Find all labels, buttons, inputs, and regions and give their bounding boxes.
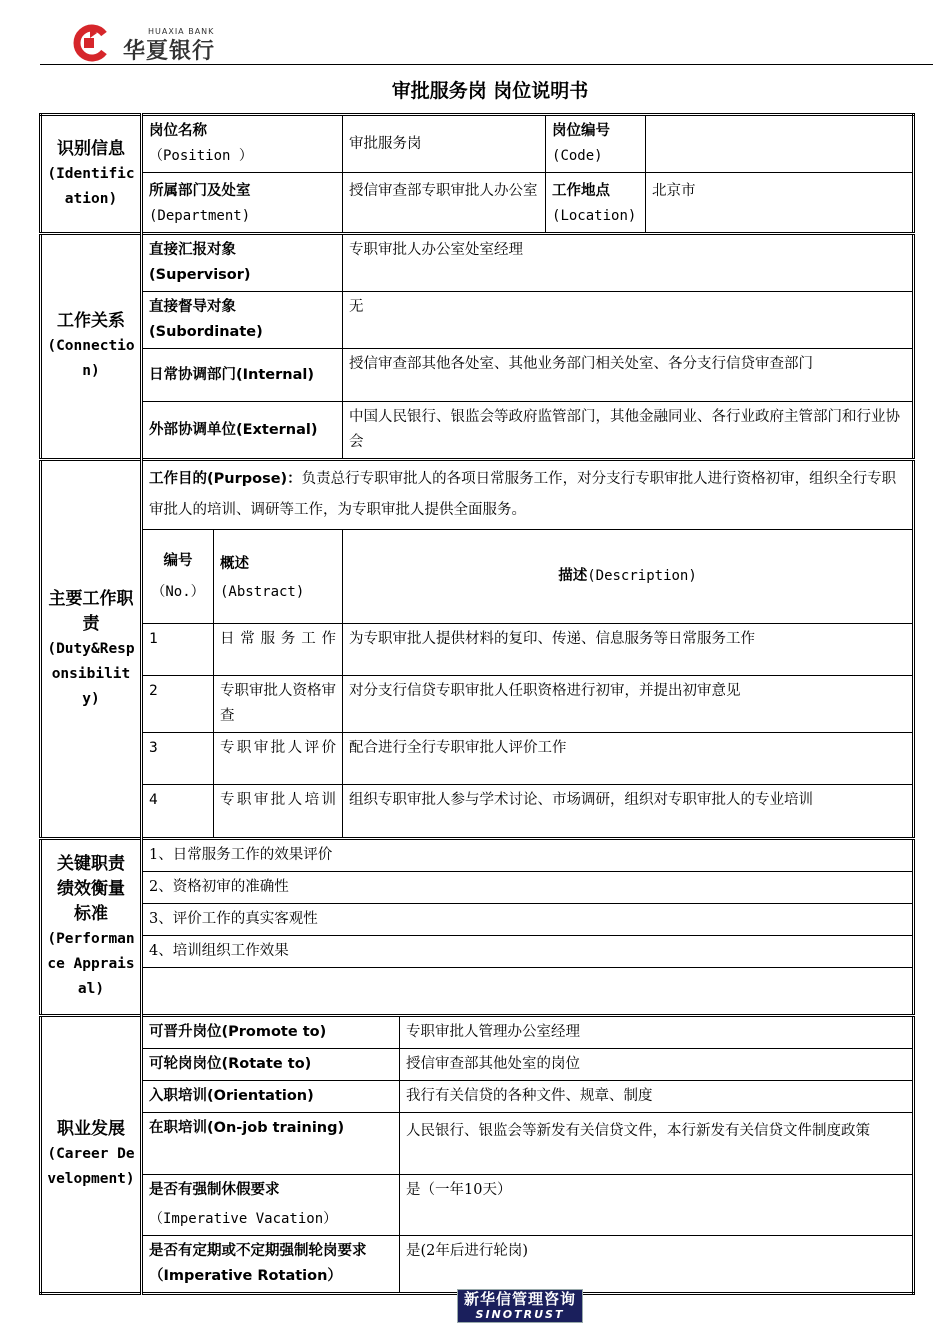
- supervisor-value: 专职审批人办公室处室经理: [343, 234, 914, 292]
- orientation-label: 入职培训(Orientation): [142, 1081, 400, 1113]
- duty-row: [41, 733, 914, 785]
- duty-abstract: [214, 785, 343, 839]
- vacation-label: 是否有强制休假要求: [149, 1182, 280, 1198]
- onjob-label: 在职培训(On-job training): [142, 1113, 400, 1175]
- appraisal-item: 4、培训组织工作效果: [142, 936, 914, 968]
- rotate-label: 可轮岗岗位(Rotate to): [142, 1049, 400, 1081]
- promote-value: 专职审批人管理办公室经理: [400, 1016, 914, 1049]
- section-title-en: (Duty&Responsibility): [47, 640, 135, 707]
- location-en: (Location): [552, 208, 637, 224]
- section-title-zh: 主要工作职责: [48, 588, 134, 634]
- col-desc-zh: 描述: [558, 568, 588, 584]
- subordinate-label: 直接督导对象(Subordinate): [142, 292, 343, 349]
- section-connection: [41, 234, 142, 460]
- page-title: 审批服务岗 岗位说明书: [391, 80, 589, 102]
- duty-abstract-text: 专职审批人资格审查: [220, 683, 337, 724]
- section-appraisal: [41, 839, 142, 1016]
- duty-row: [41, 676, 914, 733]
- appraisal-item: 3、评价工作的真实客观性: [142, 904, 914, 936]
- supervisor-label: 直接汇报对象(Supervisor): [142, 234, 343, 292]
- duty-no: 1: [142, 624, 214, 676]
- header-divider: [40, 64, 933, 65]
- duty-abstract-text: 专职审批人培训: [220, 792, 337, 808]
- section-title-zh: 关键职责绩效衡量标准: [57, 854, 125, 924]
- location-value: 北京市: [646, 173, 914, 234]
- duty-abstract: [214, 733, 343, 785]
- external-value: 中国人民银行、银监会等政府监管部门，其他金融同业、各行业政府主管部门和行业协会: [343, 402, 914, 460]
- section-title-zh: 识别信息: [57, 138, 125, 159]
- rotate-value: 授信审查部其他处室的岗位: [400, 1049, 914, 1081]
- purpose-text: 负责总行专职审批人的各项日常服务工作，对分支行专职审批人进行资格初审，组织全行专职审批人的培训、调研等工作，为专职审批人提供全面服务。: [149, 471, 897, 518]
- duty-desc: 对分支行信贷专职审批人任职资格进行初审，并提出初审意见: [343, 676, 914, 733]
- duty-desc: 为专职审批人提供材料的复印、传递、信息服务等日常服务工作: [343, 624, 914, 676]
- purpose-cell: [142, 460, 914, 530]
- consulting-logo: [457, 1289, 583, 1323]
- consulting-name-cn: 新华信管理咨询: [463, 1290, 576, 1308]
- appraisal-item: 2、资格初审的准确性: [142, 872, 914, 904]
- consulting-name-en: SINOTRUST: [475, 1308, 565, 1321]
- position-name-en: （Position ）: [149, 148, 253, 164]
- duty-desc: 配合进行全行专职审批人评价工作: [343, 733, 914, 785]
- col-abstract-en: (Abstract): [220, 583, 305, 600]
- position-name-label: 岗位名称: [149, 123, 207, 139]
- subordinate-value: 无: [343, 292, 914, 349]
- section-duty: [41, 460, 142, 839]
- col-abstract-header: [214, 530, 343, 624]
- orientation-value: 我行有关信贷的各种文件、规章、制度: [400, 1081, 914, 1113]
- code-label-cell: [546, 115, 646, 173]
- section-identification: [41, 115, 142, 234]
- duty-row: [41, 785, 914, 839]
- vacation-label-en: （Imperative Vacation）: [149, 1211, 338, 1227]
- huaxia-logo-icon: [70, 24, 112, 62]
- position-name-label-cell: [142, 115, 343, 173]
- job-description-table: [39, 113, 915, 1295]
- rotation-label: 是否有定期或不定期强制轮岗要求（Imperative Rotation）: [142, 1236, 400, 1294]
- code-en: (Code): [552, 148, 603, 164]
- section-title-en: (Career Development): [47, 1146, 135, 1187]
- vacation-value: 是（一年10天）: [400, 1175, 914, 1236]
- appraisal-item: 1、日常服务工作的效果评价: [142, 839, 914, 872]
- section-title-en: (Connection): [47, 338, 135, 379]
- section-title-zh: 职业发展: [57, 1119, 125, 1139]
- rotation-value: 是(2年后进行轮岗): [400, 1236, 914, 1294]
- vacation-label-cell: [142, 1175, 400, 1236]
- purpose-label: 工作目的(Purpose)：: [149, 471, 302, 487]
- department-value: 授信审查部专职审批人办公室: [343, 173, 546, 234]
- appraisal-item: [142, 968, 914, 1016]
- duty-no: 3: [142, 733, 214, 785]
- code-label: 岗位编号: [552, 123, 611, 139]
- external-label: 外部协调单位(External): [142, 402, 343, 460]
- col-no-zh: 编号: [163, 552, 193, 569]
- duty-row: [41, 624, 914, 676]
- section-career: [41, 1016, 142, 1294]
- department-label-cell: [142, 173, 343, 234]
- duty-abstract: [214, 624, 343, 676]
- internal-value: 授信审查部其他各处室、其他业务部门相关处室、各分支行信贷审查部门: [343, 349, 914, 402]
- duty-abstract: [214, 676, 343, 733]
- col-desc-header: [343, 530, 914, 624]
- bank-name-cn: 华夏银行: [123, 39, 216, 64]
- internal-label: 日常协调部门(Internal): [142, 349, 343, 402]
- location-label: 工作地点: [552, 183, 611, 199]
- location-label-cell: [546, 173, 646, 234]
- section-title-en: (Identification): [47, 165, 135, 207]
- duty-no: 2: [142, 676, 214, 733]
- col-abstract-zh: 概述: [220, 555, 249, 572]
- col-no-en: （No.）: [151, 583, 205, 600]
- duty-no: 4: [142, 785, 214, 839]
- bank-name-en: HUAXIA BANK: [148, 27, 215, 36]
- department-en: (Department): [149, 208, 251, 224]
- section-title-zh: 工作关系: [57, 311, 125, 331]
- duty-desc: 组织专职审批人参与学术讨论、市场调研，组织对专职审批人的专业培训: [343, 785, 914, 839]
- duty-abstract-text: 日常服务工作: [220, 631, 337, 647]
- duty-abstract-text: 专职审批人评价: [220, 740, 337, 756]
- position-name-value: 审批服务岗: [343, 115, 546, 173]
- col-desc-en: (Description): [587, 568, 697, 584]
- promote-label: 可晋升岗位(Promote to): [142, 1016, 400, 1049]
- col-no-header: [142, 530, 214, 624]
- code-value: [646, 115, 914, 173]
- department-label: 所属部门及处室: [149, 183, 251, 199]
- onjob-value: 人民银行、银监会等新发有关信贷文件，本行新发有关信贷文件制度政策: [400, 1113, 914, 1175]
- section-title-en: (Performance Appraisal): [47, 931, 135, 997]
